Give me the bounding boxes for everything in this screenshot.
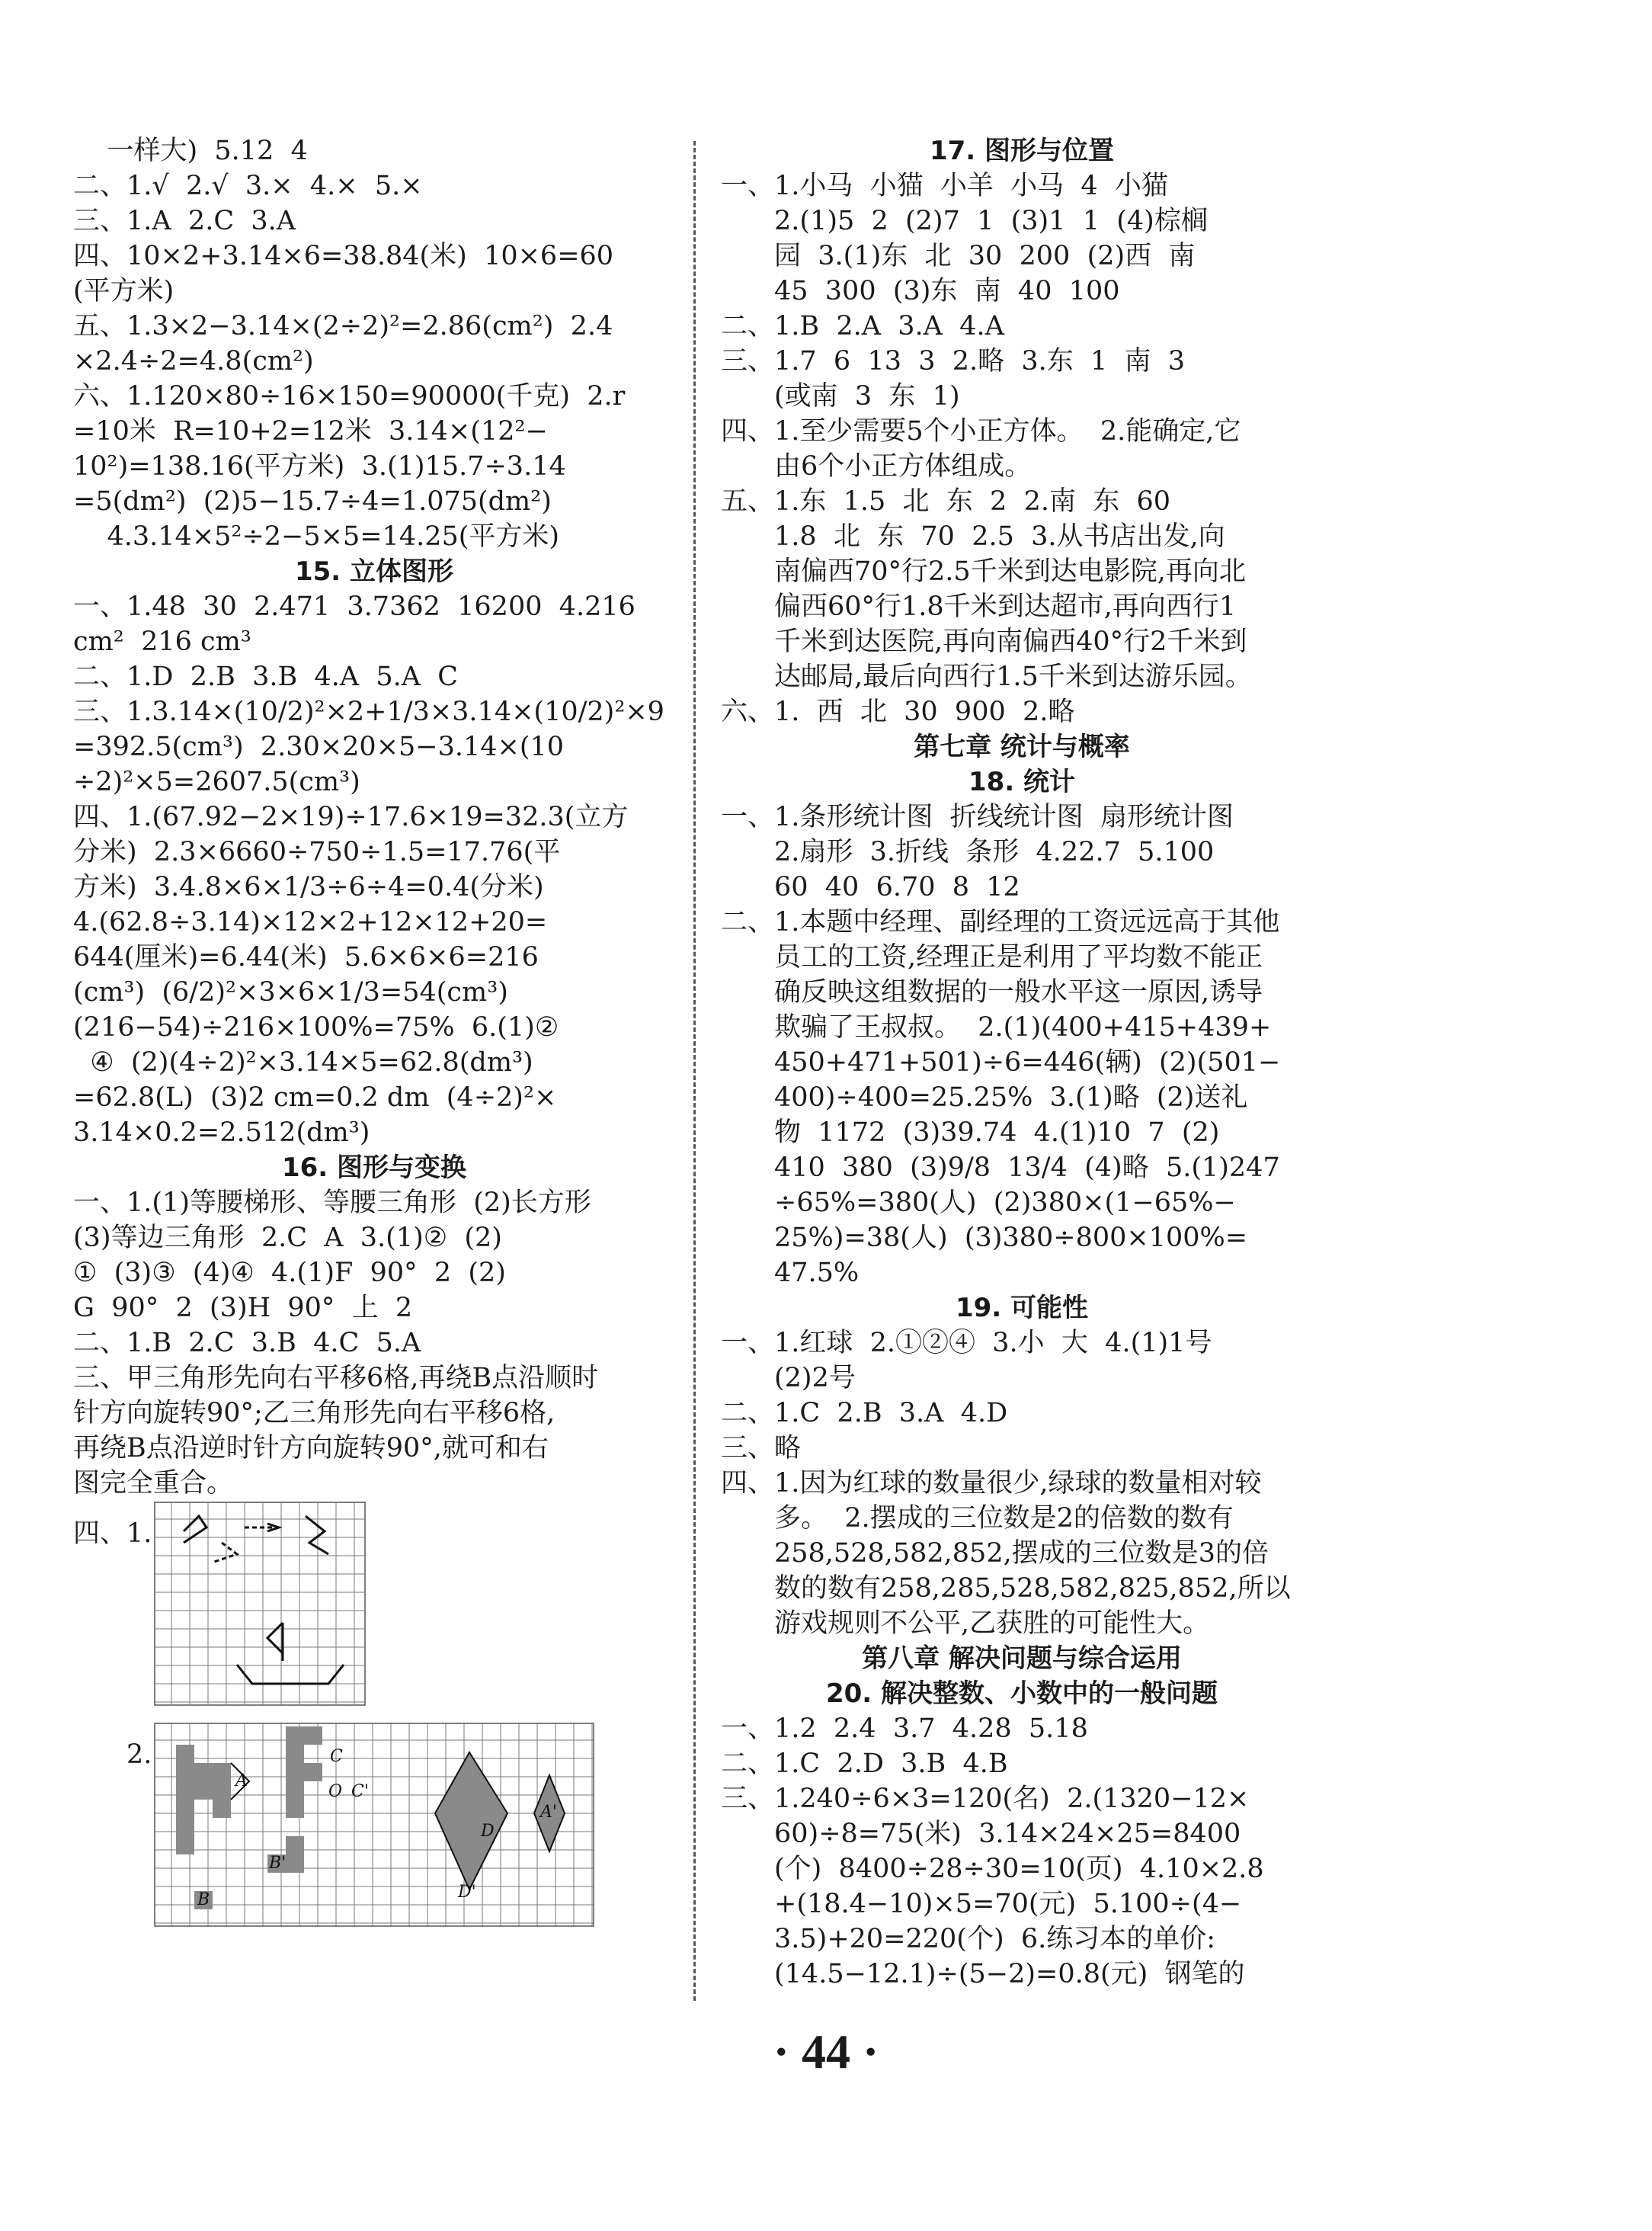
- text-line: 3.14×0.2=2.512(dm³): [73, 1117, 370, 1148]
- text-line: 二、1.B 2.C 3.B 4.C 5.A: [73, 1328, 421, 1358]
- grid-figure-1-svg: [153, 1501, 367, 1707]
- text-line: 四、1.至少需要5个小正方体。 2.能确定,它: [721, 416, 1241, 447]
- text-line: 二、1.D 2.B 3.B 4.A 5.A C: [73, 662, 459, 692]
- fig2-letter: A: [235, 1771, 248, 1790]
- text-line: 60 40 6.70 8 12: [774, 872, 1020, 902]
- figure-2-label: 2.: [126, 1739, 152, 1770]
- text-line: 物 1172 (3)39.74 4.(1)10 7 (2): [774, 1117, 1220, 1148]
- text-line: 三、甲三角形先向右平移6格,再绕B点沿顺时: [73, 1363, 599, 1393]
- text-line: 三、1.A 2.C 3.A: [73, 206, 296, 236]
- text-line: 25%)=38(人) (3)380÷800×100%=: [774, 1223, 1248, 1253]
- grid-figure-2-svg: [153, 1722, 595, 1928]
- text-line: =10米 R=10+2=12米 3.14×(12²−: [73, 416, 548, 447]
- text-line: 三、1.7 6 13 3 2.略 3.东 1 南 3: [721, 346, 1186, 377]
- text-line: 1.8 北 东 70 2.5 3.从书店出发,向: [774, 521, 1225, 552]
- text-line: 方米) 3.4.8×6×1/3÷6÷4=0.4(分米): [73, 872, 544, 902]
- text-line: 多。 2.摆成的三位数是2的倍数的数有: [774, 1503, 1234, 1534]
- section-heading-17: 17. 图形与位置: [929, 136, 1115, 166]
- text-line: (14.5−12.1)÷(5−2)=0.8(元) 钢笔的: [774, 1959, 1245, 1989]
- section-heading-20: 20. 解决整数、小数中的一般问题: [825, 1678, 1218, 1709]
- right-column: [721, 133, 1323, 1992]
- text-line: ×2.4÷2=4.8(cm²): [73, 346, 314, 377]
- text-line: 4.3.14×5²÷2−5×5=14.25(平方米): [73, 521, 560, 552]
- text-line: 欺骗了王叔叔。 2.(1)(400+415+439+: [774, 1012, 1272, 1043]
- text-line: 三、1.3.14×(10/2)²×2+1/3×3.14×(10/2)²×9: [73, 697, 664, 727]
- column-divider: [693, 141, 696, 2001]
- text-line: 450+471+501)÷6=446(辆) (2)(501−: [774, 1047, 1281, 1078]
- text-line: =5(dm²) (2)5−15.7÷4=1.075(dm²): [73, 486, 552, 517]
- text-line: 47.5%: [774, 1258, 860, 1288]
- text-line: (2)2号: [774, 1363, 856, 1393]
- text-line: 四、10×2+3.14×6=38.84(米) 10×6=60: [73, 241, 614, 271]
- text-line: 五、1.3×2−3.14×(2÷2)²=2.86(cm²) 2.4: [73, 311, 613, 341]
- text-line: 3.5)+20=220(个) 6.练习本的单价:: [774, 1924, 1216, 1954]
- text-line: 2.(1)5 2 (2)7 1 (3)1 1 (4)棕榈: [774, 206, 1208, 236]
- text-line: ① (3)③ (4)④ 4.(1)F 90° 2 (2): [73, 1258, 506, 1288]
- text-line: 三、1.240÷6×3=120(名) 2.(1320−12×: [721, 1784, 1250, 1814]
- text-line: 达邮局,最后向西行1.5千米到达游乐园。: [774, 662, 1252, 692]
- text-line: 二、1.C 2.B 3.A 4.D: [721, 1398, 1008, 1428]
- text-line: 图完全重合。: [73, 1468, 234, 1499]
- text-line: 一、1.48 30 2.471 3.7362 16200 4.216: [73, 591, 636, 622]
- text-line: 410 380 (3)9/8 13/4 (4)略 5.(1)247: [774, 1152, 1280, 1183]
- text-line: 员工的工资,经理正是利用了平均数不能正: [774, 942, 1263, 973]
- text-line: (或南 3 东 1): [774, 381, 960, 412]
- text-line: (3)等边三角形 2.C A 3.(1)② (2): [73, 1223, 502, 1253]
- text-line: 南偏西70°行2.5千米到达电影院,再向北: [774, 556, 1246, 587]
- text-line: 六、1.120×80÷16×150=90000(千克) 2.r: [73, 381, 626, 412]
- text-line: 四、1.因为红球的数量很少,绿球的数量相对较: [721, 1468, 1262, 1499]
- text-line: G 90° 2 (3)H 90° 上 2: [73, 1293, 413, 1323]
- text-line: (平方米): [73, 276, 174, 306]
- text-line: 一、1.(1)等腰梯形、等腰三角形 (2)长方形: [73, 1188, 591, 1218]
- text-line: 一、1.红球 2.①②④ 3.小 大 4.(1)1号: [721, 1328, 1212, 1358]
- text-line: 针方向旋转90°;乙三角形先向右平移6格,: [73, 1398, 555, 1428]
- fig2-letter: B': [269, 1854, 287, 1873]
- text-line: 一、1.2 2.4 3.7 4.28 5.18: [721, 1713, 1088, 1744]
- text-line: cm² 216 cm³: [73, 627, 251, 657]
- fig2-letter: C': [351, 1782, 369, 1801]
- text-line: =392.5(cm³) 2.30×20×5−3.14×(10: [73, 732, 565, 762]
- text-line: (216−54)÷216×100%=75% 6.(1)②: [73, 1012, 559, 1043]
- section-heading-16: 16. 图形与变换: [281, 1152, 467, 1183]
- text-line: 一、1.小马 小猫 小羊 小马 4 小猫: [721, 171, 1168, 201]
- text-line: 园 3.(1)东 北 30 200 (2)西 南: [774, 241, 1196, 271]
- text-line: 确反映这组数据的一般水平这一原因,诱导: [774, 977, 1263, 1008]
- text-line: 分米) 2.3×6660÷750÷1.5=17.76(平: [73, 837, 561, 867]
- grid-figure-2: [73, 1722, 675, 1951]
- text-line: 4.(62.8÷3.14)×12×2+12×12+20=: [73, 907, 548, 938]
- section-heading-15: 15. 立体图形: [294, 556, 454, 587]
- text-line: ÷2)²×5=2607.5(cm³): [73, 767, 360, 797]
- text-line: 258,528,582,852,摆成的三位数是3的倍: [774, 1538, 1269, 1569]
- text-line: 644(厘米)=6.44(米) 5.6×6×6=216: [73, 942, 539, 973]
- chapter-heading-8: 第八章 解决问题与综合运用: [862, 1643, 1182, 1674]
- left-column: [73, 133, 675, 1951]
- text-line: 60)÷8=75(米) 3.14×24×25=8400: [774, 1819, 1241, 1849]
- text-line: =62.8(L) (3)2 cm=0.2 dm (4÷2)²×: [73, 1082, 557, 1113]
- text-line: 五、1.东 1.5 北 东 2 2.南 东 60: [721, 486, 1171, 517]
- text-line: +(18.4−10)×5=70(元) 5.100÷(4−: [774, 1889, 1242, 1919]
- fig2-letter: D': [458, 1883, 476, 1902]
- fig2-letter: C: [330, 1747, 343, 1766]
- text-line: 数的数有258,285,528,582,825,852,所以: [774, 1573, 1291, 1604]
- text-line: 45 300 (3)东 南 40 100: [774, 276, 1120, 306]
- text-line: 再绕B点沿逆时针方向旋转90°,就可和右: [73, 1433, 549, 1463]
- fig2-letter: B: [197, 1890, 210, 1909]
- text-line: 偏西60°行1.8千米到达超市,再向西行1: [774, 591, 1237, 622]
- text-line: 2.扇形 3.折线 条形 4.22.7 5.100: [774, 837, 1215, 867]
- section-heading-18: 18. 统计: [968, 767, 1076, 797]
- fig2-letter: D: [481, 1822, 495, 1841]
- grid-figure-1: [73, 1501, 675, 1722]
- figure-1-label: 四、1.: [73, 1518, 152, 1549]
- text-line: ÷65%=380(人) (2)380×(1−65%−: [774, 1188, 1236, 1218]
- text-line: 一、1.条形统计图 折线统计图 扇形统计图: [721, 802, 1234, 832]
- fig2-letter: A': [540, 1803, 557, 1822]
- text-line: 一样大) 5.12 4: [73, 136, 308, 166]
- page-number: · 44 ·: [773, 2024, 879, 2079]
- text-line: 千米到达医院,再向南偏西40°行2千米到: [774, 627, 1247, 657]
- chapter-heading-7: 第七章 统计与概率: [914, 732, 1130, 762]
- section-heading-19: 19. 可能性: [955, 1293, 1089, 1323]
- fig2-letter: O: [328, 1782, 343, 1801]
- text-line: 游戏规则不公平,乙获胜的可能性大。: [774, 1608, 1210, 1639]
- text-line: (cm³) (6/2)²×3×6×1/3=54(cm³): [73, 977, 508, 1008]
- text-line: 三、略: [721, 1433, 802, 1463]
- text-line: 400)÷400=25.25% 3.(1)略 (2)送礼: [774, 1082, 1248, 1113]
- text-line: 二、1.B 2.A 3.A 4.A: [721, 311, 1004, 341]
- text-line: 由6个小正方体组成。: [774, 451, 1032, 482]
- text-line: (个) 8400÷28÷30=10(页) 4.10×2.8: [774, 1854, 1264, 1884]
- text-line: 四、1.(67.92−2×19)÷17.6×19=32.3(立方: [73, 802, 629, 832]
- text-line: 六、1. 西 北 30 900 2.略: [721, 697, 1075, 727]
- text-line: 二、1.C 2.D 3.B 4.B: [721, 1749, 1008, 1779]
- text-line: 10²)=138.16(平方米) 3.(1)15.7÷3.14: [73, 451, 566, 482]
- text-line: 二、1.本题中经理、副经理的工资远远高于其他: [721, 907, 1280, 938]
- text-line: 二、1.√ 2.√ 3.× 4.× 5.×: [73, 171, 423, 201]
- text-line: ④ (2)(4÷2)²×3.14×5=62.8(dm³): [73, 1047, 533, 1078]
